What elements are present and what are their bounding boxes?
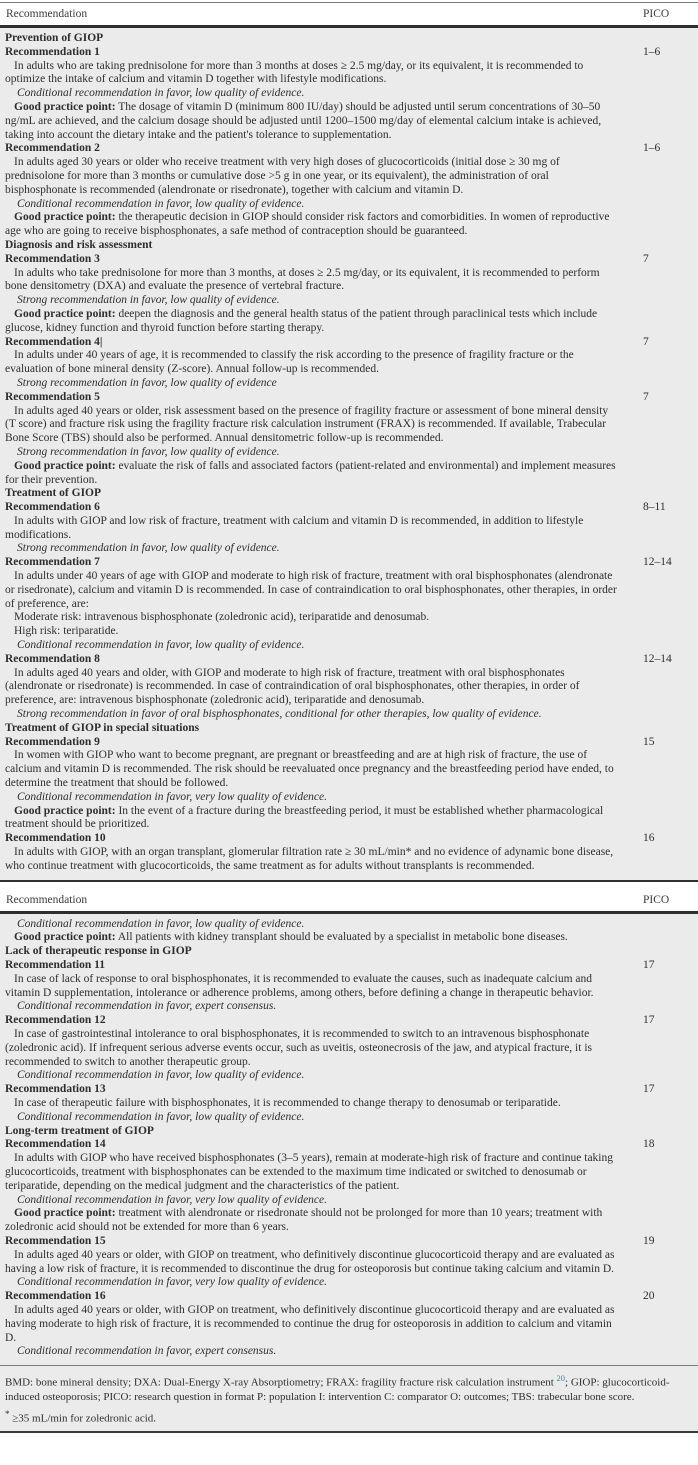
- table-row: [0, 611, 698, 625]
- table-row: [0, 446, 698, 460]
- table-row: [0, 1069, 698, 1083]
- recommendation-cell: In adults aged 40 years or older, with GIOP on treatment, who definitively discontinue glucocorticoid therapy and are evaluated as having moderate to high risk of fracture, it is recommended to continue the drug for osteoporosis in addition to calcium and vitamin D.: [5, 1303, 615, 1344]
- table-row: [0, 832, 698, 846]
- recommendation-cell: In adults aged 30 years or older who receive treatment with very high doses of glucocorticoids (initial dose ≥ 30 mg of prednisolone for more than 3 months or cumulative dose >5 g in one year, or its equivalent), the administration of oral bisphosphonate is recommended (alendronate or risedronate), together with calcium and vitamin D.: [5, 156, 560, 196]
- table-row: [0, 1304, 698, 1345]
- table-part-1: [0, 2, 698, 882]
- asterisk-footnote: [5, 1407, 693, 1426]
- recommendation-cell: Conditional recommendation in favor, low quality of evidence.: [17, 639, 305, 652]
- recommendation-cell: Good practice point: In the event of a fracture during the breastfeeding period, it must be established whether pharmacological treatment should be prioritized.: [5, 804, 604, 831]
- recommendation-cell: Recommendation 9: [5, 735, 100, 748]
- recommendation-cell: Recommendation 12: [5, 1014, 106, 1027]
- table-row: [0, 1276, 698, 1290]
- recommendation-cell: Recommendation 4|: [5, 335, 103, 348]
- table-row: [0, 377, 698, 391]
- table-row: [0, 1097, 698, 1111]
- table-row: [0, 1000, 698, 1014]
- recommendation-cell: Recommendation 2: [5, 142, 100, 155]
- table-row: [0, 1014, 698, 1028]
- recommendation-cell: Good practice point: treatment with alendronate or risedronate should not be prolonged for more than 10 years; treatment with zoledronic acid should not be extended for more than 6 years.: [5, 1207, 603, 1234]
- recommendation-cell: In adults aged 40 years or older, risk assessment based on the presence of fragility fracture or assessment of bone mineral density (T score) and fracture risk using the fragility fracture risk calculation instrument (FRAX) is recommended. If available, Trabecular Bone Score (TBS) should also be performed. Annual densitometric follow-up is recommended.: [5, 404, 609, 445]
- recommendation-cell: Long-term treatment of GIOP: [5, 1124, 154, 1137]
- table-row: [0, 391, 698, 405]
- table-row: [0, 542, 698, 556]
- recommendation-cell: Good practice point: All patients with kidney transplant should be evaluated by a specialist in metabolic bone diseases.: [14, 931, 568, 944]
- table-row: [0, 32, 698, 46]
- recommendation-cell: Conditional recommendation in favor, expert consensus.: [17, 1000, 277, 1013]
- table-row: [0, 1111, 698, 1125]
- table-row: [0, 1194, 698, 1208]
- asterisk-marker: *: [5, 1408, 10, 1419]
- recommendation-cell: In adults under 40 years of age with GIOP and moderate to high risk of fracture, treatment with oral bisphosphonates (alendronate or risedronate), calcium and vitamin D is recommended. In case of contraindication to oral bisphosphonates, other therapies, in order of preference, are:: [5, 570, 617, 610]
- table-row: [0, 667, 698, 708]
- asterisk-footnote-text: ≥35 mL/min for zoledronic acid.: [12, 1412, 157, 1425]
- recommendation-cell: Recommendation 6: [5, 501, 100, 514]
- page-break-gap: [0, 882, 698, 889]
- column-header-pico: PICO: [643, 8, 670, 20]
- recommendation-cell: Conditional recommendation in favor, low quality of evidence.: [17, 917, 305, 930]
- table-row: [0, 1345, 698, 1359]
- table-row: [0, 945, 698, 959]
- recommendation-cell: Conditional recommendation in favor, expert consensus.: [17, 1345, 277, 1358]
- column-header-recommendation: Recommendation: [6, 893, 88, 906]
- table-row: [0, 211, 698, 239]
- table-row: [0, 142, 698, 156]
- recommendation-cell: Strong recommendation in favor, low quality of evidence.: [17, 445, 280, 458]
- pico-cell: 12–14: [643, 556, 672, 569]
- pico-cell: 12–14: [643, 652, 672, 665]
- good-practice-point-label: Good practice point:: [14, 307, 116, 320]
- table-row: [0, 791, 698, 805]
- recommendation-cell: In adults who are taking prednisolone for more than 3 months at doses ≥ 2.5 mg/day, or its equivalent, it is recommended to optimize the intake of calcium and vitamin D together with lifestyle modifications.: [5, 59, 584, 86]
- recommendation-cell: In case of lack of response to oral bisphosphonates, it is recommended to evaluate the causes, such as inadequate calcium and vitamin D supplementation, intolerance or adherence problems, among others, before defining a change in therapeutic behavior.: [5, 972, 594, 999]
- recommendation-cell: Good practice point: evaluate the risk of falls and associated factors (patient-related and environmental) and implement measures for their prevention.: [5, 459, 616, 486]
- recommendation-cell: In adults under 40 years of age, it is recommended to classify the risk according to the presence of fragility fracture or the evaluation of bone mineral density (Z-score). Annual follow-up is recommended.: [5, 349, 574, 376]
- abbreviations-text-continued: ; GIOP: glucocorticoid-induced osteoporosis; PICO: research question in format P: population I: intervention C: comparator O: outcomes; TBS: trabecular bone score.: [5, 1376, 670, 1403]
- recommendation-cell: Treatment of GIOP in special situations: [5, 721, 200, 734]
- table-row: [0, 46, 698, 60]
- table-row: [0, 487, 698, 501]
- recommendation-cell: Recommendation 7: [5, 556, 100, 569]
- recommendation-cell: Recommendation 14: [5, 1138, 106, 1151]
- good-practice-point-label: Good practice point:: [14, 459, 116, 472]
- table-row: [0, 570, 698, 611]
- recommendations-table: [0, 2, 698, 1433]
- recommendation-cell: Conditional recommendation in favor, very low quality of evidence.: [17, 1193, 328, 1206]
- recommendation-cell: Prevention of GIOP: [5, 32, 104, 44]
- pico-cell: 19: [643, 1234, 655, 1247]
- pico-cell: 20: [643, 1290, 655, 1303]
- table-row: [0, 460, 698, 488]
- recommendation-cell: Diagnosis and risk assessment: [5, 238, 153, 251]
- table-row: [0, 556, 698, 570]
- good-practice-point-label: Good practice point:: [14, 931, 116, 944]
- recommendation-cell: In adults aged 40 years and older, with GIOP and moderate to high risk of fracture, treatment with oral bisphosphonates (alendronate or risedronate) is recommended. In case of contraindication of oral bisphosphonates, other therapies, in order of preference, are: intravenous bisphosphonate (zoledronic acid), teriparatide and denosumab.: [5, 666, 580, 707]
- table-row: [0, 749, 698, 790]
- table-row: [0, 846, 698, 874]
- table-row: [0, 639, 698, 653]
- table-row: [0, 1290, 698, 1304]
- good-practice-point-label: Good practice point:: [14, 1207, 116, 1220]
- pico-cell: 8–11: [643, 501, 666, 514]
- column-header-recommendation: Recommendation: [6, 8, 88, 20]
- recommendation-cell: Conditional recommendation in favor, low quality of evidence.: [17, 1069, 305, 1082]
- table-row: [0, 1125, 698, 1139]
- table-row: [0, 653, 698, 667]
- recommendation-cell: Recommendation 10: [5, 832, 106, 845]
- recommendation-cell: Treatment of GIOP: [5, 487, 102, 500]
- recommendation-cell: In adults with GIOP who have received bisphosphonates (3–5 years), remain at moderate-high risk of fracture and continue taking glucocorticoids, treatment with bisphosphonates can be extended to the maximum time indicated or switched to denosumab or teriparatide, depending on the medical judgment and the characteristics of the patient.: [5, 1152, 613, 1192]
- table-row: [0, 931, 698, 945]
- recommendation-cell: Strong recommendation in favor, low quality of evidence.: [17, 542, 280, 555]
- table-row: [0, 405, 698, 446]
- recommendation-cell: Conditional recommendation in favor, very low quality of evidence.: [17, 790, 328, 803]
- recommendation-cell: Recommendation 5: [5, 390, 100, 403]
- abbreviations-note: [5, 1371, 693, 1404]
- recommendation-cell: Conditional recommendation in favor, low quality of evidence.: [17, 197, 305, 210]
- recommendation-cell: Recommendation 3: [5, 252, 100, 265]
- table-header-2: [0, 889, 698, 914]
- table-row: [0, 336, 698, 350]
- pico-cell: 7: [643, 335, 649, 348]
- table-row: [0, 918, 698, 932]
- table-row: [0, 722, 698, 736]
- table-row: [0, 253, 698, 267]
- recommendation-cell: High risk: teriparatide.: [14, 625, 119, 638]
- pico-cell: 1–6: [643, 45, 661, 58]
- table-row: [0, 973, 698, 1001]
- pico-cell: 7: [643, 390, 649, 403]
- pico-cell: 17: [643, 959, 655, 971]
- pico-cell: 1–6: [643, 142, 661, 155]
- table-row: [0, 349, 698, 377]
- pico-cell: 15: [643, 735, 655, 748]
- table-row: [0, 736, 698, 750]
- abbreviations-text: BMD: bone mineral density; DXA: Dual-Energy X-ray Absorptiometry; FRAX: fragility fracture risk calculation instrument: [5, 1376, 557, 1389]
- recommendation-cell: Recommendation 8: [5, 652, 100, 665]
- recommendation-cell: In adults with GIOP, with an organ transplant, glomerular filtration rate ≥ 30 mL/min* and no evidence of adynamic bone disease, who continue treatment with glucocorticoids, the same treatment as for adults without transplants is recommended.: [5, 846, 614, 872]
- recommendation-cell: Good practice point: The dosage of vitamin D (minimum 800 IU/day) should be adjusted until serum concentrations of 30–50 ng/mL are achieved, and the calcium dosage should be adjusted until 1200–1500 mg/day of elemental calcium intake is achieved, taking into account the dietary intake and the patient's tolerance to supplementation.: [5, 100, 602, 141]
- table-row: [0, 198, 698, 212]
- recommendation-cell: Recommendation 16: [5, 1290, 106, 1303]
- good-practice-point-label: Good practice point:: [14, 100, 116, 113]
- table-row: [0, 267, 698, 295]
- recommendation-cell: Recommendation 1: [5, 45, 100, 58]
- table-row: [0, 959, 698, 973]
- pico-cell: 18: [643, 1138, 655, 1151]
- recommendation-cell: In adults who take prednisolone for more than 3 months, at doses ≥ 2.5 mg/day, or its equivalent, it is recommended to perform bone densitometry (DXA) and evaluate the presence of vertebral fracture.: [5, 266, 600, 293]
- recommendation-cell: In case of gastrointestinal intolerance to oral bisphosphonates, it is recommended to switch to an intravenous bisphosphonate (zoledronic acid). If infrequent serious adverse events occur, such as uveitis, osteonecrosis of the jaw, and atypical fracture, it is recommended to switch to another therapeutic group.: [5, 1027, 592, 1068]
- table-row: [0, 1249, 698, 1277]
- recommendation-cell: In adults with GIOP and low risk of fracture, treatment with calcium and vitamin D is recommended, in addition to lifestyle modifications.: [5, 514, 584, 541]
- table-row: [0, 239, 698, 253]
- recommendation-cell: Conditional recommendation in favor, low quality of evidence.: [17, 1110, 305, 1123]
- table-row: [0, 60, 698, 88]
- table-row: [0, 294, 698, 308]
- recommendation-cell: Strong recommendation in favor, low quality of evidence.: [17, 294, 280, 307]
- table-row: [0, 625, 698, 639]
- recommendation-cell: Strong recommendation in favor, low quality of evidence: [17, 376, 277, 389]
- recommendation-cell: Good practice point: deepen the diagnosis and the general health status of the patient through paraclinical tests which include glucose, kidney function and thyroid function before starting therapy.: [5, 307, 598, 334]
- table-row: [0, 1138, 698, 1152]
- recommendation-cell: In women with GIOP who want to become pregnant, are pregnant or breastfeeding and are at high risk of fracture, the use of calcium and vitamin D is recommended. The risk should be reevaluated once pregnancy and the breastfeeding period have ended, to determine the treatment that should be followed.: [5, 749, 614, 790]
- table-body-1: [0, 28, 698, 882]
- citation-reference-20[interactable]: 20: [556, 1373, 566, 1384]
- table-row: [0, 156, 698, 197]
- good-practice-point-label: Good practice point:: [14, 211, 116, 224]
- good-practice-point-label: Good practice point:: [14, 804, 116, 817]
- pico-cell: 17: [643, 1014, 655, 1027]
- table-row: [0, 308, 698, 336]
- recommendation-cell: Good practice point: the therapeutic decision in GIOP should consider risk factors and comorbidities. In women of reproductive age who are going to receive bisphosphonates, a safe method of contraception should be guaranteed.: [5, 211, 610, 238]
- table-row: [0, 515, 698, 543]
- recommendation-cell: Strong recommendation in favor of oral bisphosphonates, conditional for other therapies, low quality of evidence.: [17, 708, 542, 721]
- table-row: [0, 708, 698, 722]
- table-header-1: [0, 3, 698, 28]
- table-row: [0, 1235, 698, 1249]
- table-body-2: [0, 914, 698, 1367]
- table-row: [0, 101, 698, 142]
- recommendation-cell: Lack of therapeutic response in GIOP: [5, 945, 192, 958]
- table-part-2: [0, 889, 698, 1367]
- recommendation-cell: Recommendation 13: [5, 1083, 106, 1096]
- table-row: [0, 1152, 698, 1193]
- recommendation-cell: Conditional recommendation in favor, low quality of evidence.: [17, 87, 305, 100]
- recommendation-cell: Moderate risk: intravenous bisphosphonate (zoledronic acid), teriparatide and denosumab.: [14, 611, 430, 624]
- table-row: [0, 87, 698, 101]
- recommendation-cell: Recommendation 15: [5, 1234, 106, 1247]
- table-footnotes: [0, 1366, 698, 1433]
- pico-cell: 16: [643, 832, 655, 845]
- pico-cell: 17: [643, 1083, 655, 1096]
- recommendation-cell: In adults aged 40 years or older, with GIOP on treatment, who definitively discontinue glucocorticoid therapy and are evaluated as having a low risk of fracture, it is recommended to discontinue the drug for osteoporosis but continue taking calcium and vitamin D.: [5, 1248, 615, 1275]
- table-row: [0, 501, 698, 515]
- column-header-pico: PICO: [643, 893, 670, 906]
- table-row: [0, 805, 698, 833]
- table-row: [0, 1207, 698, 1235]
- recommendation-cell: In case of therapeutic failure with bisphosphonates, it is recommended to change therapy to denosumab or teriparatide.: [14, 1096, 561, 1109]
- table-row: [0, 1028, 698, 1069]
- table-row: [0, 1083, 698, 1097]
- recommendation-cell: Recommendation 11: [5, 959, 105, 971]
- pico-cell: 7: [643, 252, 649, 265]
- recommendation-cell: Conditional recommendation in favor, very low quality of evidence.: [17, 1276, 328, 1289]
